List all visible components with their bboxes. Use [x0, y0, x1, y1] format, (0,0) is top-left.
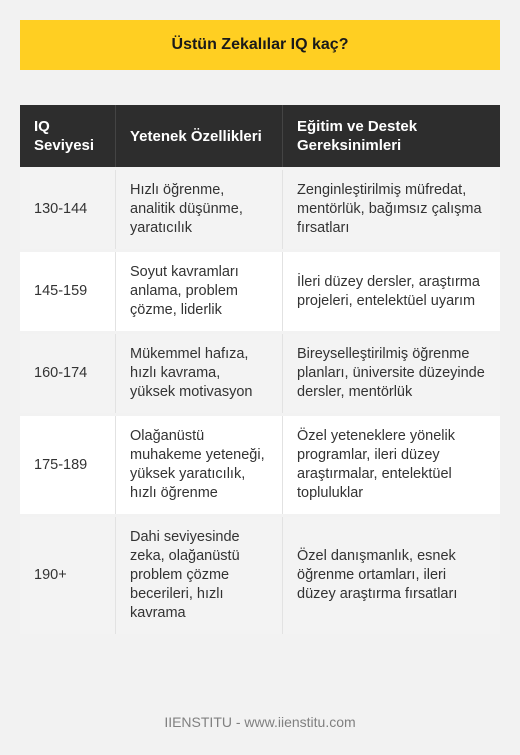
- cell-iq-level: 175-189: [20, 416, 115, 514]
- iq-table: [20, 102, 500, 637]
- table-header-row: [20, 105, 500, 167]
- header-education-support: Eğitim ve Destek Gereksinimleri: [282, 105, 500, 167]
- cell-education-support: Özel danışmanlık, esnek öğrenme ortamları, ileri düzey araştırma fırsatları: [282, 517, 500, 634]
- cell-education-support: Zenginleştirilmiş müfredat, mentörlük, bağımsız çalışma fırsatları: [282, 170, 500, 249]
- table-row: [20, 517, 500, 634]
- page-title: Üstün Zekalılar IQ kaç?: [171, 36, 349, 53]
- cell-abilities: Mükemmel hafıza, hızlı kavrama, yüksek motivasyon: [115, 334, 282, 413]
- cell-abilities: Olağanüstü muhakeme yeteneği, yüksek yaratıcılık, hızlı öğrenme: [115, 416, 282, 514]
- cell-abilities: Soyut kavramları anlama, problem çözme, liderlik: [115, 252, 282, 331]
- footer-credit: IIENSTITU - www.iienstitu.com: [164, 714, 356, 730]
- cell-iq-level: 190+: [20, 517, 115, 634]
- title-banner: [20, 20, 500, 70]
- table-row: [20, 416, 500, 514]
- header-iq-level: IQ Seviyesi: [20, 105, 115, 167]
- cell-iq-level: 145-159: [20, 252, 115, 331]
- cell-abilities: Dahi seviyesinde zeka, olağanüstü problem çözme becerileri, hızlı kavrama: [115, 517, 282, 634]
- cell-abilities: Hızlı öğrenme, analitik düşünme, yaratıcılık: [115, 170, 282, 249]
- table-row: [20, 252, 500, 331]
- header-abilities: Yetenek Özellikleri: [115, 105, 282, 167]
- cell-education-support: Özel yeteneklere yönelik programlar, ileri düzey araştırmalar, entelektüel topluluklar: [282, 416, 500, 514]
- cell-education-support: İleri düzey dersler, araştırma projeleri, entelektüel uyarım: [282, 252, 500, 331]
- table-row: [20, 334, 500, 413]
- cell-iq-level: 130-144: [20, 170, 115, 249]
- table-row: [20, 170, 500, 249]
- cell-iq-level: 160-174: [20, 334, 115, 413]
- cell-education-support: Bireyselleştirilmiş öğrenme planları, üniversite düzeyinde dersler, mentörlük: [282, 334, 500, 413]
